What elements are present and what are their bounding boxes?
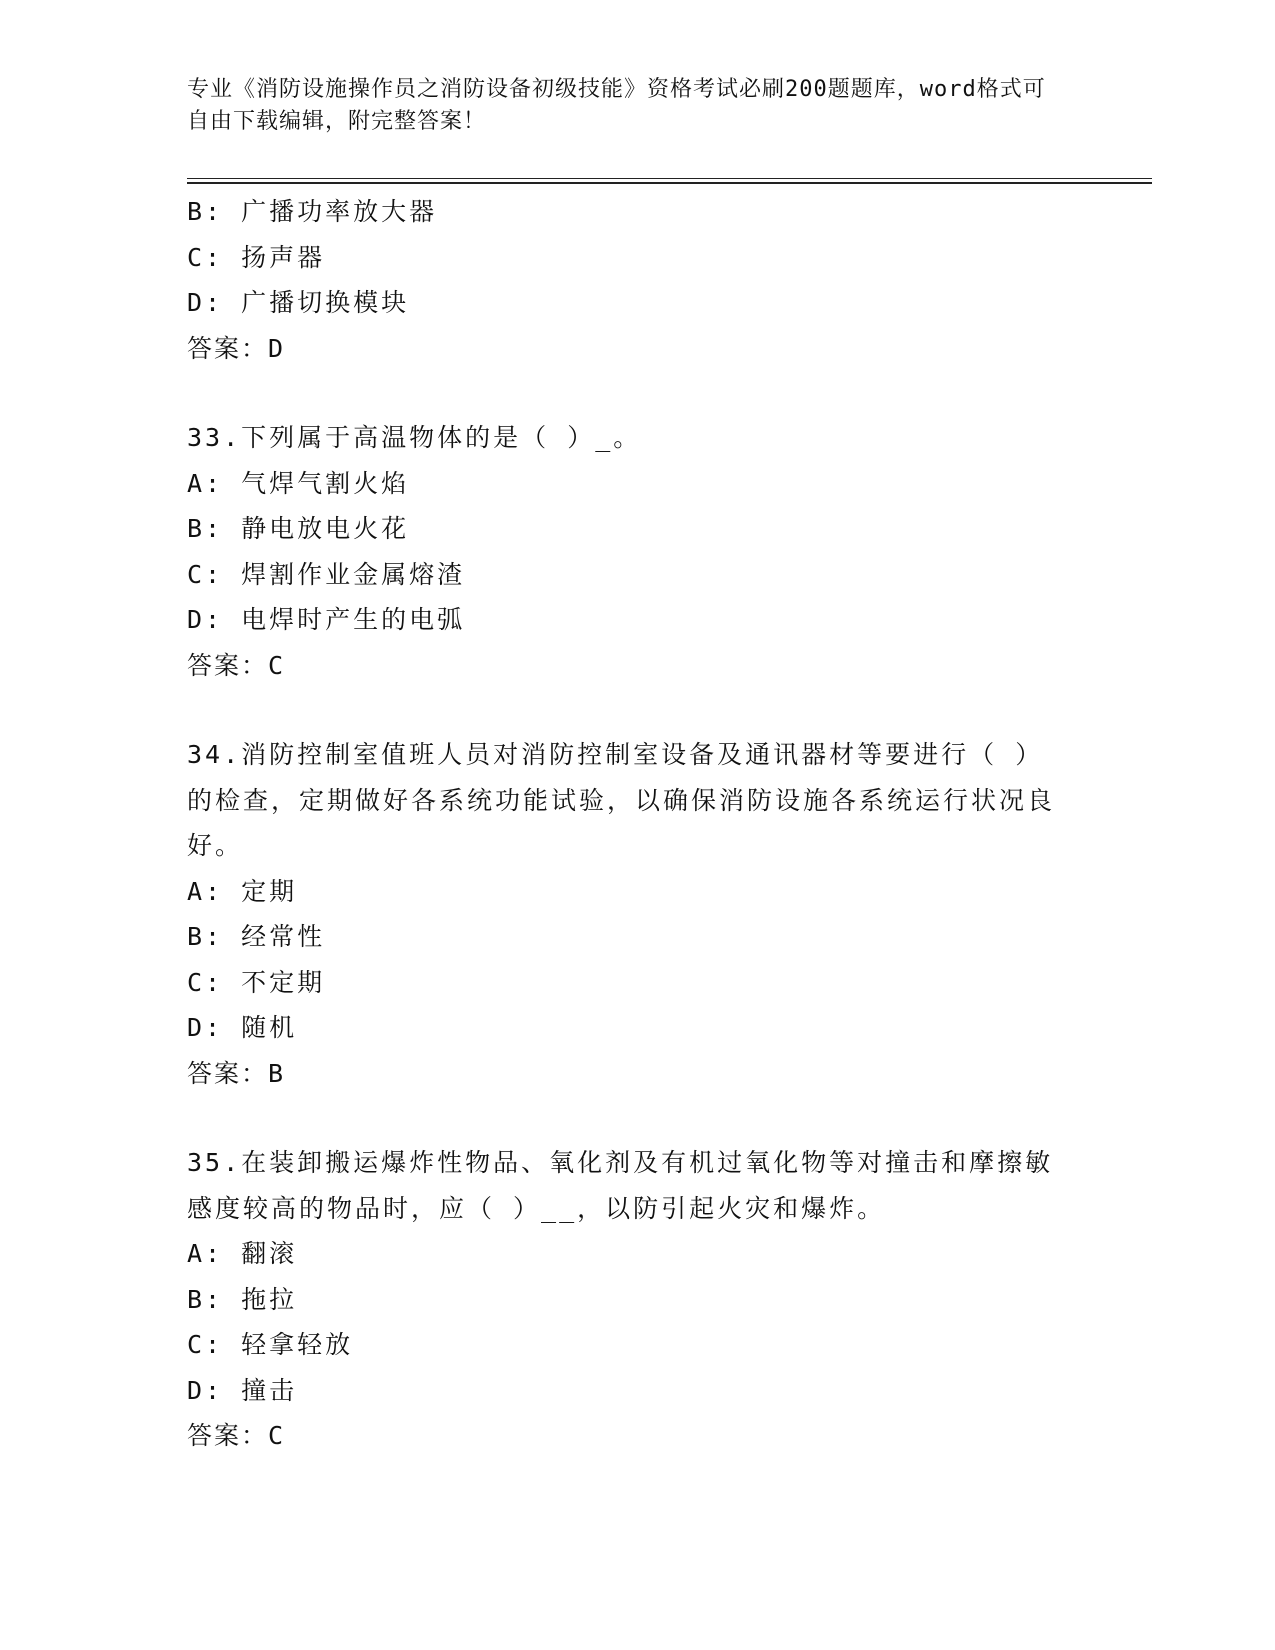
- question-text: 34.消防控制室值班人员对消防控制室设备及通讯器材等要进行（ ）的检查，定期做好各系统功能试验，以确保消防设施各系统运行状况良好。: [187, 740, 1056, 860]
- option-a: A: 定期: [187, 876, 298, 906]
- option-a: A: 翻滚: [187, 1239, 298, 1268]
- answer-line: 答案：D: [187, 333, 286, 363]
- question-34: [187, 732, 1087, 1096]
- answer-line: 答案：B: [187, 1058, 286, 1088]
- option-c: C: 轻拿轻放: [187, 1330, 354, 1359]
- option-d: D: 随机: [187, 1013, 298, 1042]
- question-32-remainder: [187, 189, 1087, 371]
- option-b: B: 静电放电火花: [187, 514, 410, 543]
- option-d: D: 撞击: [187, 1375, 298, 1405]
- option-c: C: 焊割作业金属熔渣: [187, 559, 466, 589]
- header-rule-thin: [187, 178, 1152, 179]
- document-header: 专业《消防设施操作员之消防设备初级技能》资格考试必刷200题题库，word格式可自由下载编辑，附完整答案！: [187, 77, 1046, 134]
- question-content: [187, 189, 1087, 1459]
- option-c: C: 不定期: [187, 967, 326, 997]
- option-b: B: 广播功率放大器: [187, 197, 438, 226]
- option-a: A: 气焊气割火焰: [187, 468, 410, 498]
- option-d: D: 电焊时产生的电弧: [187, 605, 466, 634]
- question-text: 33.下列属于高温物体的是（ ）_。: [187, 423, 642, 452]
- option-b: B: 拖拉: [187, 1284, 298, 1314]
- header-rule-thick: [187, 182, 1152, 184]
- question-35: [187, 1140, 1087, 1459]
- question-text: 35.在装卸搬运爆炸性物品、氧化剂及有机过氧化物等对撞击和摩擦敏感度较高的物品时，应（ ）__，以防引起火灾和爆炸。: [187, 1148, 1054, 1223]
- answer-line: 答案：C: [187, 1421, 286, 1450]
- option-c: C: 扬声器: [187, 242, 326, 272]
- option-b: B: 经常性: [187, 922, 326, 951]
- answer-line: 答案：C: [187, 650, 286, 680]
- question-33: [187, 415, 1087, 688]
- option-d: D: 广播切换模块: [187, 288, 410, 317]
